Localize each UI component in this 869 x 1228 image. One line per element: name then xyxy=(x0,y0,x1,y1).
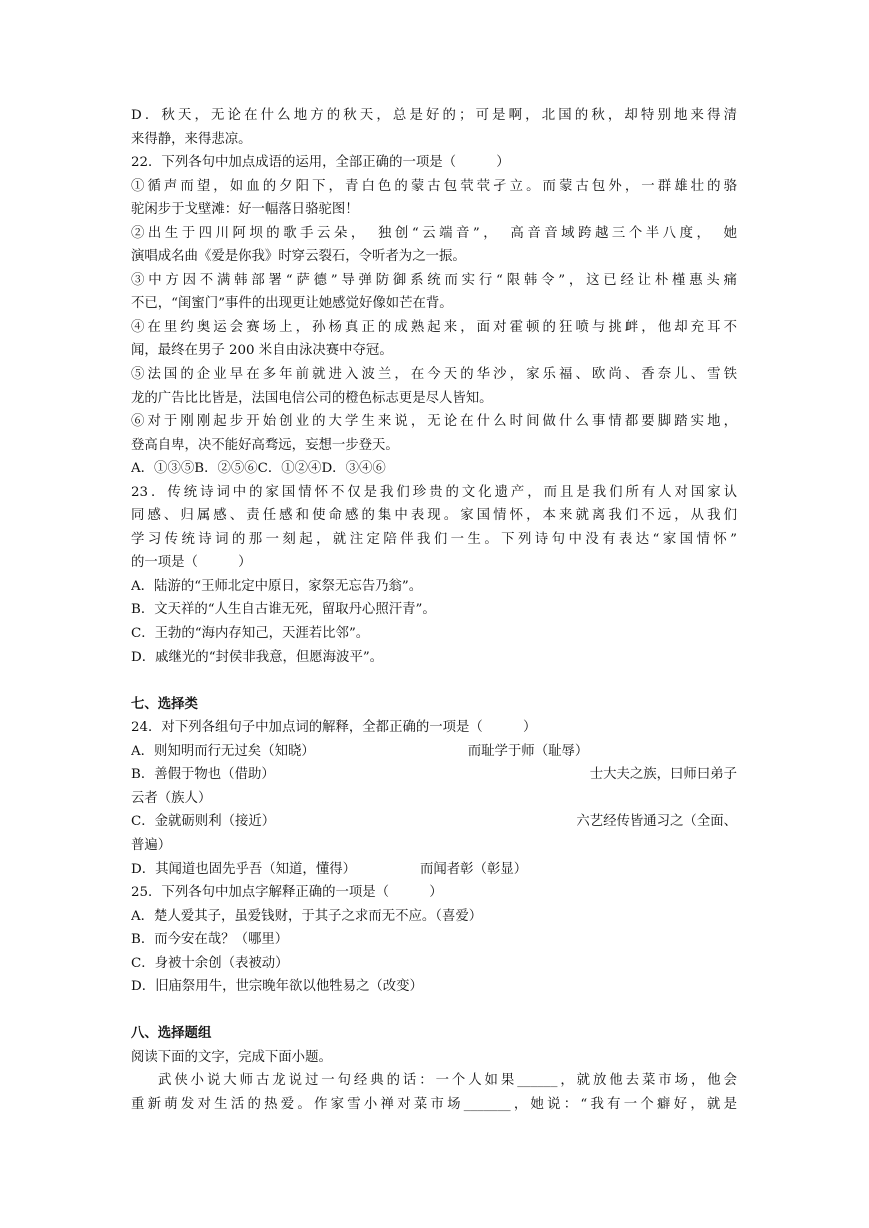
q22-sentence-5-line1: ⑤法国的企业早在多年前就进入波兰，在今天的华沙，家乐福、欧尚、香奈儿、雪铁 xyxy=(131,367,737,383)
q21-option-d-line1: D．秋天，无论在什么地方的秋天，总是好的；可是啊，北国的秋，却特别地来得清 xyxy=(131,108,737,123)
spacer xyxy=(131,669,737,693)
q24-option-b-left: B．善假于物也（借助） xyxy=(131,767,275,783)
reading-instruction: 阅读下面的文字，完成下面小题。 xyxy=(131,1049,332,1065)
q25-option-c: C．身被十余创（表被动） xyxy=(131,955,289,971)
q24-option-d-right: 而闻者彰（彰显） xyxy=(420,861,528,877)
q22-sentence-3-line2: 不已，“闺蜜门”事件的出现更让她感觉好像如芒在背。 xyxy=(131,296,453,312)
q22-sentence-2-line2: 演唱成名曲《爱是你我》时穿云裂石，令听者为之一振。 xyxy=(131,249,466,265)
q22-sentence-1-line1: ①循声而望，如血的夕阳下，青白色的蒙古包茕茕孑立。而蒙古包外，一群雄壮的骆 xyxy=(131,178,737,194)
section-7-heading: 七、选择类 xyxy=(131,696,198,712)
q22-sentence-4-line1: ④在里约奥运会赛场上，孙杨真正的成熟起来，面对霍顿的狂喷与挑衅，他却充耳不 xyxy=(131,319,737,335)
q24-option-b-right: 士大夫之族，曰师曰弟子 xyxy=(589,767,737,783)
q22-sentence-4-line2: 闻，最终在男子 200 米自由泳决赛中夺冠。 xyxy=(131,343,393,359)
q22-sentence-6-line2: 登高自卑，决不能好高骛远，妄想一步登天。 xyxy=(131,437,399,453)
q24-option-c-left: C．金就砺则利（接近） xyxy=(131,814,276,830)
q22-sentence-1-line2: 驼闲步于戈壁滩：好一幅落日骆驼图！ xyxy=(131,202,359,218)
section-8-heading: 八、选择题组 xyxy=(131,1026,212,1042)
q22-sentence-5-line2: 龙的广告比比皆是，法国电信公司的橙色标志更是尽人皆知。 xyxy=(131,390,493,406)
q25-option-b: B．而今安在哉？（哪里） xyxy=(131,932,289,948)
question-23-stem-line4: 的一项是（ ） xyxy=(131,555,252,571)
document-page xyxy=(131,104,737,1117)
q24-option-d xyxy=(131,858,737,882)
q24-option-a-left: A．则知明而行无过矣（知晓） xyxy=(131,743,315,759)
q24-option-c-right: 六艺经传皆通习之（全面、 xyxy=(576,814,737,830)
q23-option-b: B．文天祥的“人生自古谁无死，留取丹心照汗青”。 xyxy=(131,602,436,618)
q24-option-c xyxy=(131,810,737,834)
q24-option-c-line2: 普遍） xyxy=(131,837,172,853)
q22-sentence-6-line1: ⑥对于刚刚起步开始创业的大学生来说，无论在什么时间做什么事情都要脚踏实地， xyxy=(131,414,737,430)
question-23-stem-line1: 23．传统诗词中的家国情怀不仅是我们珍贵的文化遗产，而且是我们所有人对国家认 xyxy=(131,484,737,500)
q25-option-d: D．旧庙祭用牛，世宗晚年欲以他牲易之（改变） xyxy=(131,979,423,995)
passage-line2: 重新萌发对生活的热爱。作家雪小禅对菜市场_______，她说：“我有一个癖好，就是 xyxy=(131,1096,737,1112)
q24-option-d-left: D．其闻道也固先乎吾（知道，懂得） xyxy=(131,861,356,877)
q23-option-a: A．陆游的“王师北定中原日，家祭无忘告乃翁”。 xyxy=(131,578,423,594)
q24-option-a-right: 而耻学于师（耻辱） xyxy=(467,743,589,759)
q24-option-b-line2: 云者（族人） xyxy=(131,790,212,806)
question-24-stem: 24．对下列各组句子中加点词的解释，全都正确的一项是（ ） xyxy=(131,720,537,736)
q22-sentence-2-line1: ②出生于四川阿坝的歌手云朵， 独创“云端音”， 高音音域跨越三个半八度， 她 xyxy=(131,225,737,241)
passage-line1: 武侠小说大师古龙说过一句经典的话：一个人如果______，就放他去菜市场，他会 xyxy=(158,1073,737,1089)
q23-option-c: C．王勃的“海内存知己，天涯若比邻”。 xyxy=(131,626,370,642)
q24-option-b xyxy=(131,763,737,787)
spacer xyxy=(131,999,737,1023)
q22-sentence-3-line1: ③中方因不满韩部署“萨德”导弹防御系统而实行“限韩令”，这已经让朴槿惠头痛 xyxy=(131,272,737,288)
q25-option-a: A．楚人爱其子，虽爱钱财，于其子之求而无不应。（喜爱） xyxy=(131,908,483,924)
question-25-stem: 25．下列各句中加点字解释正确的一项是（ ） xyxy=(131,885,443,901)
question-22-stem: 22．下列各句中加点成语的运用，全部正确的一项是（ ） xyxy=(131,155,510,171)
question-23-stem-line3: 学习传统诗词的那一刻起，就注定陪伴我们一生。下列诗句中没有表达“家国情怀” xyxy=(131,531,737,547)
q23-option-d: D．戚继光的“封侯非我意，但愿海波平”。 xyxy=(131,649,384,665)
q22-options: A．①③⑤B．②⑤⑥C．①②④D．③④⑥ xyxy=(131,461,386,477)
question-23-stem-line2: 同感、归属感、责任感和使命感的集中表现。家国情怀，本来就离我们不远，从我们 xyxy=(131,508,737,524)
q24-option-a xyxy=(131,740,737,764)
q21-option-d-line2: 来得静，来得悲凉。 xyxy=(131,131,252,147)
